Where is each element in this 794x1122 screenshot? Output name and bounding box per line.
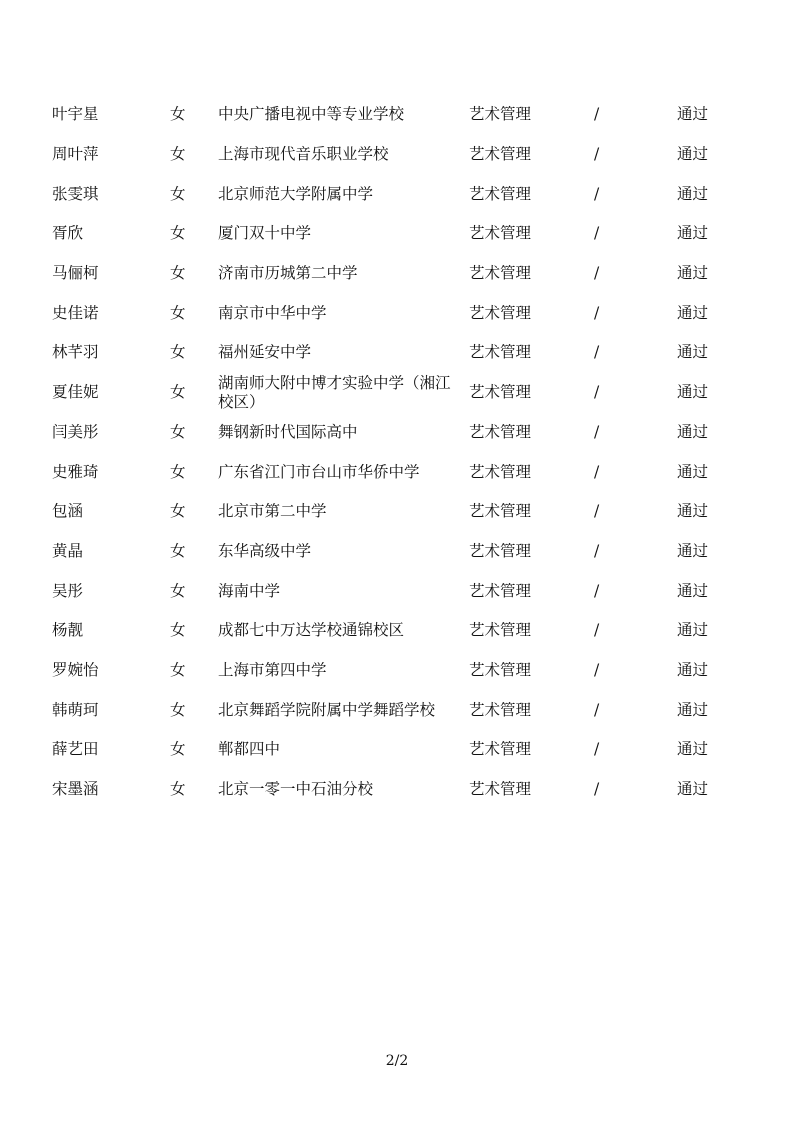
student-gender: 女 <box>170 462 186 481</box>
student-school: 舞钢新时代国际高中 <box>218 422 358 441</box>
student-note: / <box>594 462 600 481</box>
student-gender: 女 <box>170 621 186 640</box>
student-gender: 女 <box>170 224 186 243</box>
student-gender: 女 <box>170 502 186 521</box>
table-row <box>0 413 794 453</box>
student-note: / <box>594 541 600 560</box>
student-major: 艺术管理 <box>469 105 532 124</box>
student-major: 艺术管理 <box>469 780 532 799</box>
student-name: 周叶萍 <box>52 145 99 164</box>
student-name: 叶宇星 <box>52 105 99 124</box>
student-gender: 女 <box>170 660 186 679</box>
student-gender: 女 <box>170 145 186 164</box>
student-result: 通过 <box>677 462 709 481</box>
student-gender: 女 <box>170 740 186 759</box>
student-note: / <box>594 105 600 124</box>
student-name: 闫美彤 <box>52 422 99 441</box>
student-school: 济南市历城第二中学 <box>218 264 358 283</box>
student-note: / <box>594 581 600 600</box>
student-name: 杨靓 <box>52 621 84 640</box>
student-name: 韩萌珂 <box>52 700 99 719</box>
student-school: 湖南师大附中博才实验中学（湘江校区） <box>218 373 451 411</box>
student-major: 艺术管理 <box>469 422 532 441</box>
student-gender: 女 <box>170 581 186 600</box>
student-school: 南京市中华中学 <box>218 303 327 322</box>
student-result: 通过 <box>677 264 709 283</box>
student-name: 夏佳妮 <box>52 383 99 402</box>
student-gender: 女 <box>170 264 186 283</box>
student-result: 通过 <box>677 105 709 124</box>
student-note: / <box>594 343 600 362</box>
student-major: 艺术管理 <box>469 502 532 521</box>
student-gender: 女 <box>170 343 186 362</box>
student-result: 通过 <box>677 541 709 560</box>
student-note: / <box>594 660 600 679</box>
student-name: 胥欣 <box>52 224 84 243</box>
student-result: 通过 <box>677 224 709 243</box>
student-name: 史佳诺 <box>52 303 99 322</box>
table-row <box>0 492 794 532</box>
student-major: 艺术管理 <box>469 621 532 640</box>
table-row <box>0 333 794 373</box>
table-row <box>0 651 794 691</box>
table-row <box>0 373 794 413</box>
student-note: / <box>594 303 600 322</box>
student-school: 东华高级中学 <box>218 541 312 560</box>
student-note: / <box>594 184 600 203</box>
student-major: 艺术管理 <box>469 581 532 600</box>
table-row <box>0 214 794 254</box>
student-result: 通过 <box>677 660 709 679</box>
table-row <box>0 770 794 810</box>
student-gender: 女 <box>170 105 186 124</box>
results-table <box>0 95 794 809</box>
student-result: 通过 <box>677 422 709 441</box>
table-row <box>0 571 794 611</box>
student-gender: 女 <box>170 184 186 203</box>
student-school: 中央广播电视中等专业学校 <box>218 105 405 124</box>
student-note: / <box>594 700 600 719</box>
student-name: 吴彤 <box>52 581 84 600</box>
table-row <box>0 135 794 175</box>
student-school: 上海市现代音乐职业学校 <box>218 145 389 164</box>
student-name: 林芊羽 <box>52 343 99 362</box>
student-note: / <box>594 740 600 759</box>
student-result: 通过 <box>677 145 709 164</box>
student-major: 艺术管理 <box>469 264 532 283</box>
student-school: 北京师范大学附属中学 <box>218 184 374 203</box>
table-row <box>0 690 794 730</box>
student-note: / <box>594 621 600 640</box>
student-result: 通过 <box>677 740 709 759</box>
student-note: / <box>594 145 600 164</box>
student-major: 艺术管理 <box>469 343 532 362</box>
student-major: 艺术管理 <box>469 700 532 719</box>
page-number: 2/2 <box>385 1053 409 1069</box>
student-result: 通过 <box>677 184 709 203</box>
student-note: / <box>594 502 600 521</box>
table-row <box>0 532 794 572</box>
student-note: / <box>594 780 600 799</box>
student-major: 艺术管理 <box>469 184 532 203</box>
student-major: 艺术管理 <box>469 383 532 402</box>
student-major: 艺术管理 <box>469 660 532 679</box>
student-result: 通过 <box>677 383 709 402</box>
table-row <box>0 293 794 333</box>
student-gender: 女 <box>170 383 186 402</box>
student-major: 艺术管理 <box>469 224 532 243</box>
student-school: 北京市第二中学 <box>218 502 327 521</box>
student-result: 通过 <box>677 502 709 521</box>
student-result: 通过 <box>677 303 709 322</box>
student-result: 通过 <box>677 343 709 362</box>
student-gender: 女 <box>170 700 186 719</box>
student-name: 史雅琦 <box>52 462 99 481</box>
student-note: / <box>594 422 600 441</box>
student-note: / <box>594 224 600 243</box>
student-name: 薛艺田 <box>52 740 99 759</box>
student-gender: 女 <box>170 422 186 441</box>
table-row <box>0 254 794 294</box>
student-school: 成都七中万达学校通锦校区 <box>218 621 405 640</box>
student-result: 通过 <box>677 581 709 600</box>
table-row <box>0 730 794 770</box>
student-school: 北京舞蹈学院附属中学舞蹈学校 <box>218 700 436 719</box>
student-name: 罗婉怡 <box>52 660 99 679</box>
student-name: 张雯琪 <box>52 184 99 203</box>
student-name: 宋墨涵 <box>52 780 99 799</box>
student-major: 艺术管理 <box>469 740 532 759</box>
student-school: 北京一零一中石油分校 <box>218 780 374 799</box>
student-major: 艺术管理 <box>469 303 532 322</box>
table-row <box>0 174 794 214</box>
student-school: 福州延安中学 <box>218 343 312 362</box>
student-major: 艺术管理 <box>469 145 532 164</box>
student-school: 上海市第四中学 <box>218 660 327 679</box>
table-row <box>0 95 794 135</box>
student-major: 艺术管理 <box>469 541 532 560</box>
student-major: 艺术管理 <box>469 462 532 481</box>
student-note: / <box>594 264 600 283</box>
table-row <box>0 611 794 651</box>
student-gender: 女 <box>170 780 186 799</box>
student-gender: 女 <box>170 541 186 560</box>
student-result: 通过 <box>677 700 709 719</box>
student-result: 通过 <box>677 780 709 799</box>
student-name: 黄晶 <box>52 541 84 560</box>
table-row <box>0 452 794 492</box>
student-school: 厦门双十中学 <box>218 224 312 243</box>
student-school: 广东省江门市台山市华侨中学 <box>218 462 420 481</box>
student-gender: 女 <box>170 303 186 322</box>
student-school: 海南中学 <box>218 581 281 600</box>
student-name: 包涵 <box>52 502 84 521</box>
student-note: / <box>594 383 600 402</box>
student-school: 郸都四中 <box>218 740 281 759</box>
student-result: 通过 <box>677 621 709 640</box>
student-name: 马俪柯 <box>52 264 99 283</box>
